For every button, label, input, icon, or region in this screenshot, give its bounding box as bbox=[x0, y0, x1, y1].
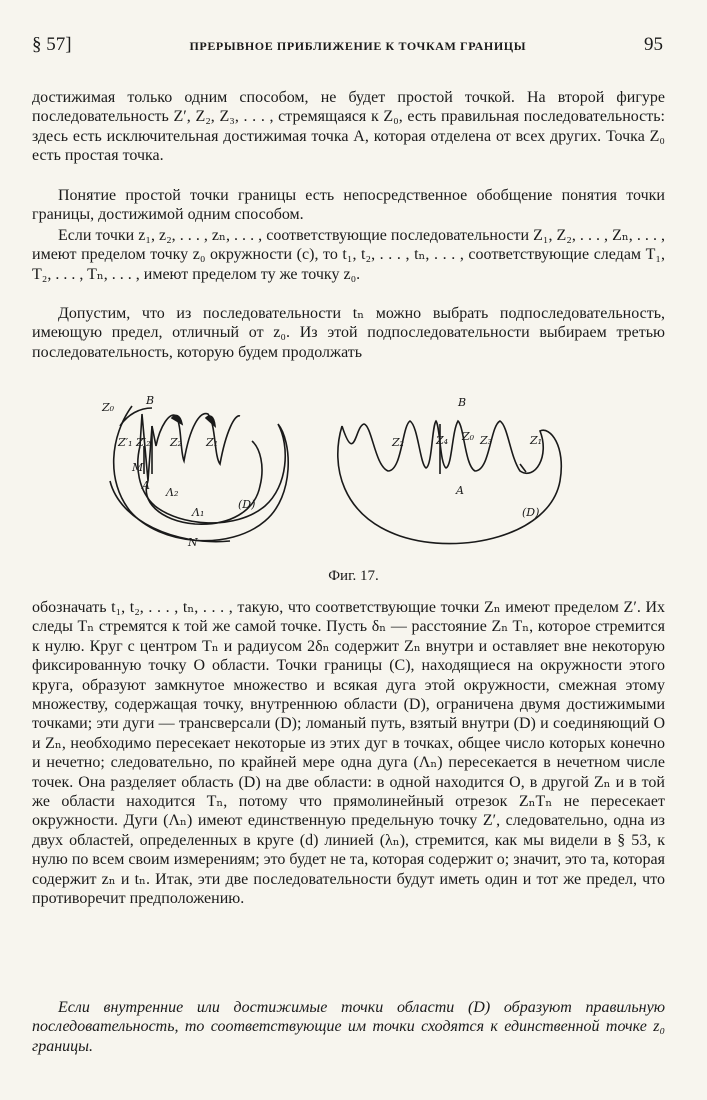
label-z1-left: Z₁ bbox=[206, 436, 219, 449]
right-diagram bbox=[338, 421, 562, 544]
label-l1: Λ₁ bbox=[192, 506, 205, 519]
label-z2p: Z′₂ bbox=[136, 436, 151, 449]
label-z4: Z₄ bbox=[436, 434, 449, 447]
label-d-left: (D) bbox=[238, 498, 256, 511]
label-z0-left: Z₀ bbox=[102, 401, 115, 414]
paragraph-simple-point: Понятие простой точки границы есть непосредственное обобщение понятия точки границы, достижимой одним способом. bbox=[32, 187, 665, 224]
label-a-right: A bbox=[456, 484, 464, 497]
section-number: § 57] bbox=[32, 34, 72, 55]
label-b-right: B bbox=[458, 396, 467, 409]
hatched-region-z1 bbox=[206, 416, 215, 426]
figure-17 bbox=[80, 386, 640, 561]
label-z1-right: Z₁ bbox=[530, 434, 543, 447]
hatched-region-z2 bbox=[172, 416, 182, 424]
paragraph-continuation: достижимая только одним способом, не будет простой точкой. На второй фигуре последовательность Z′, Z₂, Z₃, . . . , стремящаяся к Z₀, есть правильная последовательность: здесь есть исключительная достижимая точка A, которая отделена от всех других. Точка Z₀ есть простая точка. bbox=[32, 89, 665, 165]
paragraph-suppose: Допустим, что из последовательности tₙ можно выбрать подпоследовательность, имеющую предел, отличный от z₀. Из этой подпоследовательности выбираем третью последовательность, которую будем продолжать bbox=[32, 305, 665, 361]
page-number: 95 bbox=[644, 34, 663, 55]
label-z3: Z₃ bbox=[480, 434, 493, 447]
label-b-left: B bbox=[146, 394, 155, 407]
label-z1p: Z′₁ bbox=[118, 436, 133, 449]
running-title: ПРЕРЫВНОЕ ПРИБЛИЖЕНИЕ К ТОЧКАМ ГРАНИЦЫ bbox=[189, 39, 527, 53]
label-n: N bbox=[188, 536, 198, 549]
running-header bbox=[32, 34, 663, 56]
label-l2: Λ₂ bbox=[166, 486, 179, 499]
label-m: M bbox=[132, 461, 144, 474]
right-outer-boundary bbox=[338, 421, 562, 544]
label-z2-left: Z₂ bbox=[170, 436, 183, 449]
paragraph-proof: обозначать t₁, t₂, . . . , tₙ, . . . , такую, что соответствующие точки Zₙ имеют пределом Z′. Их следы Tₙ стремятся к той же самой точке. Пусть δₙ — расстояние Zₙ Tₙ, которое стремится к нулю. Круг с центром Tₙ и радиусом 2δₙ содержит Zₙ внутри и оставляет вне некоторую фиксированную точку O области. Точки границы (C), находящиеся на окружности этого круга, образуют замкнутое множество и всякая дуга этой окружности, смежная этому множеству, содержащая точку, внутреннюю области (D), ограничена двумя достижимыми точками; эти дуги — трансверсали (D); ломаный путь, взятый внутри (D) и соединяющий O и Zₙ, необходимо пересекает некоторые из этих дуг в точках, общее число которых конечно и нечетно; следовательно, по крайней мере одна дуга (Λₙ) пересекается в нечетном числе точек. Она разделяет область (D) на две области: в одной находится O, в другой Zₙ и в той же области находится Tₙ, потому что прямолинейный отрезок ZₙTₙ не пересекает окружности. Дуги (Λₙ) имеют единственную предельную точку Z′, следовательно, одна из двух областей, определенных в круге (d) линией (λₙ), стремится, как мы видели в § 53, к нулю по всем своим измерениям; это будет не та, которая содержит o; значит, это та, которая содержит zₙ и tₙ. Итак, эти две последовательности будут иметь один и тот же предел, что противоречит предположению. bbox=[32, 599, 665, 908]
wavy-inner-boundary bbox=[140, 414, 240, 481]
label-z0-right: Z₀ bbox=[462, 430, 475, 443]
paragraph-theorem: Если внутренние или достижимые точки области (D) образуют правильную последовательность, то соответствующие им точки сходятся к единственной точке z₀ границы. bbox=[32, 999, 665, 1055]
label-z2-right: Z₂ bbox=[392, 436, 405, 449]
paragraph-limit-points: Если точки z₁, z₂, . . . , zₙ, . . . , соответствующие последовательности Z₁, Z₂, . . . , Zₙ, . . . , имеют пределом точку z₀ окружности (c), то t₁, t₂, . . . , tₙ, . . . , соответствующие следам T₁, T₂, . . . , Tₙ, . . . , имеют пределом ту же точку z₀. bbox=[32, 227, 665, 283]
figure-caption: Фиг. 17. bbox=[328, 568, 379, 584]
label-d-right: (D) bbox=[522, 506, 540, 519]
label-a-left: A bbox=[142, 479, 150, 492]
